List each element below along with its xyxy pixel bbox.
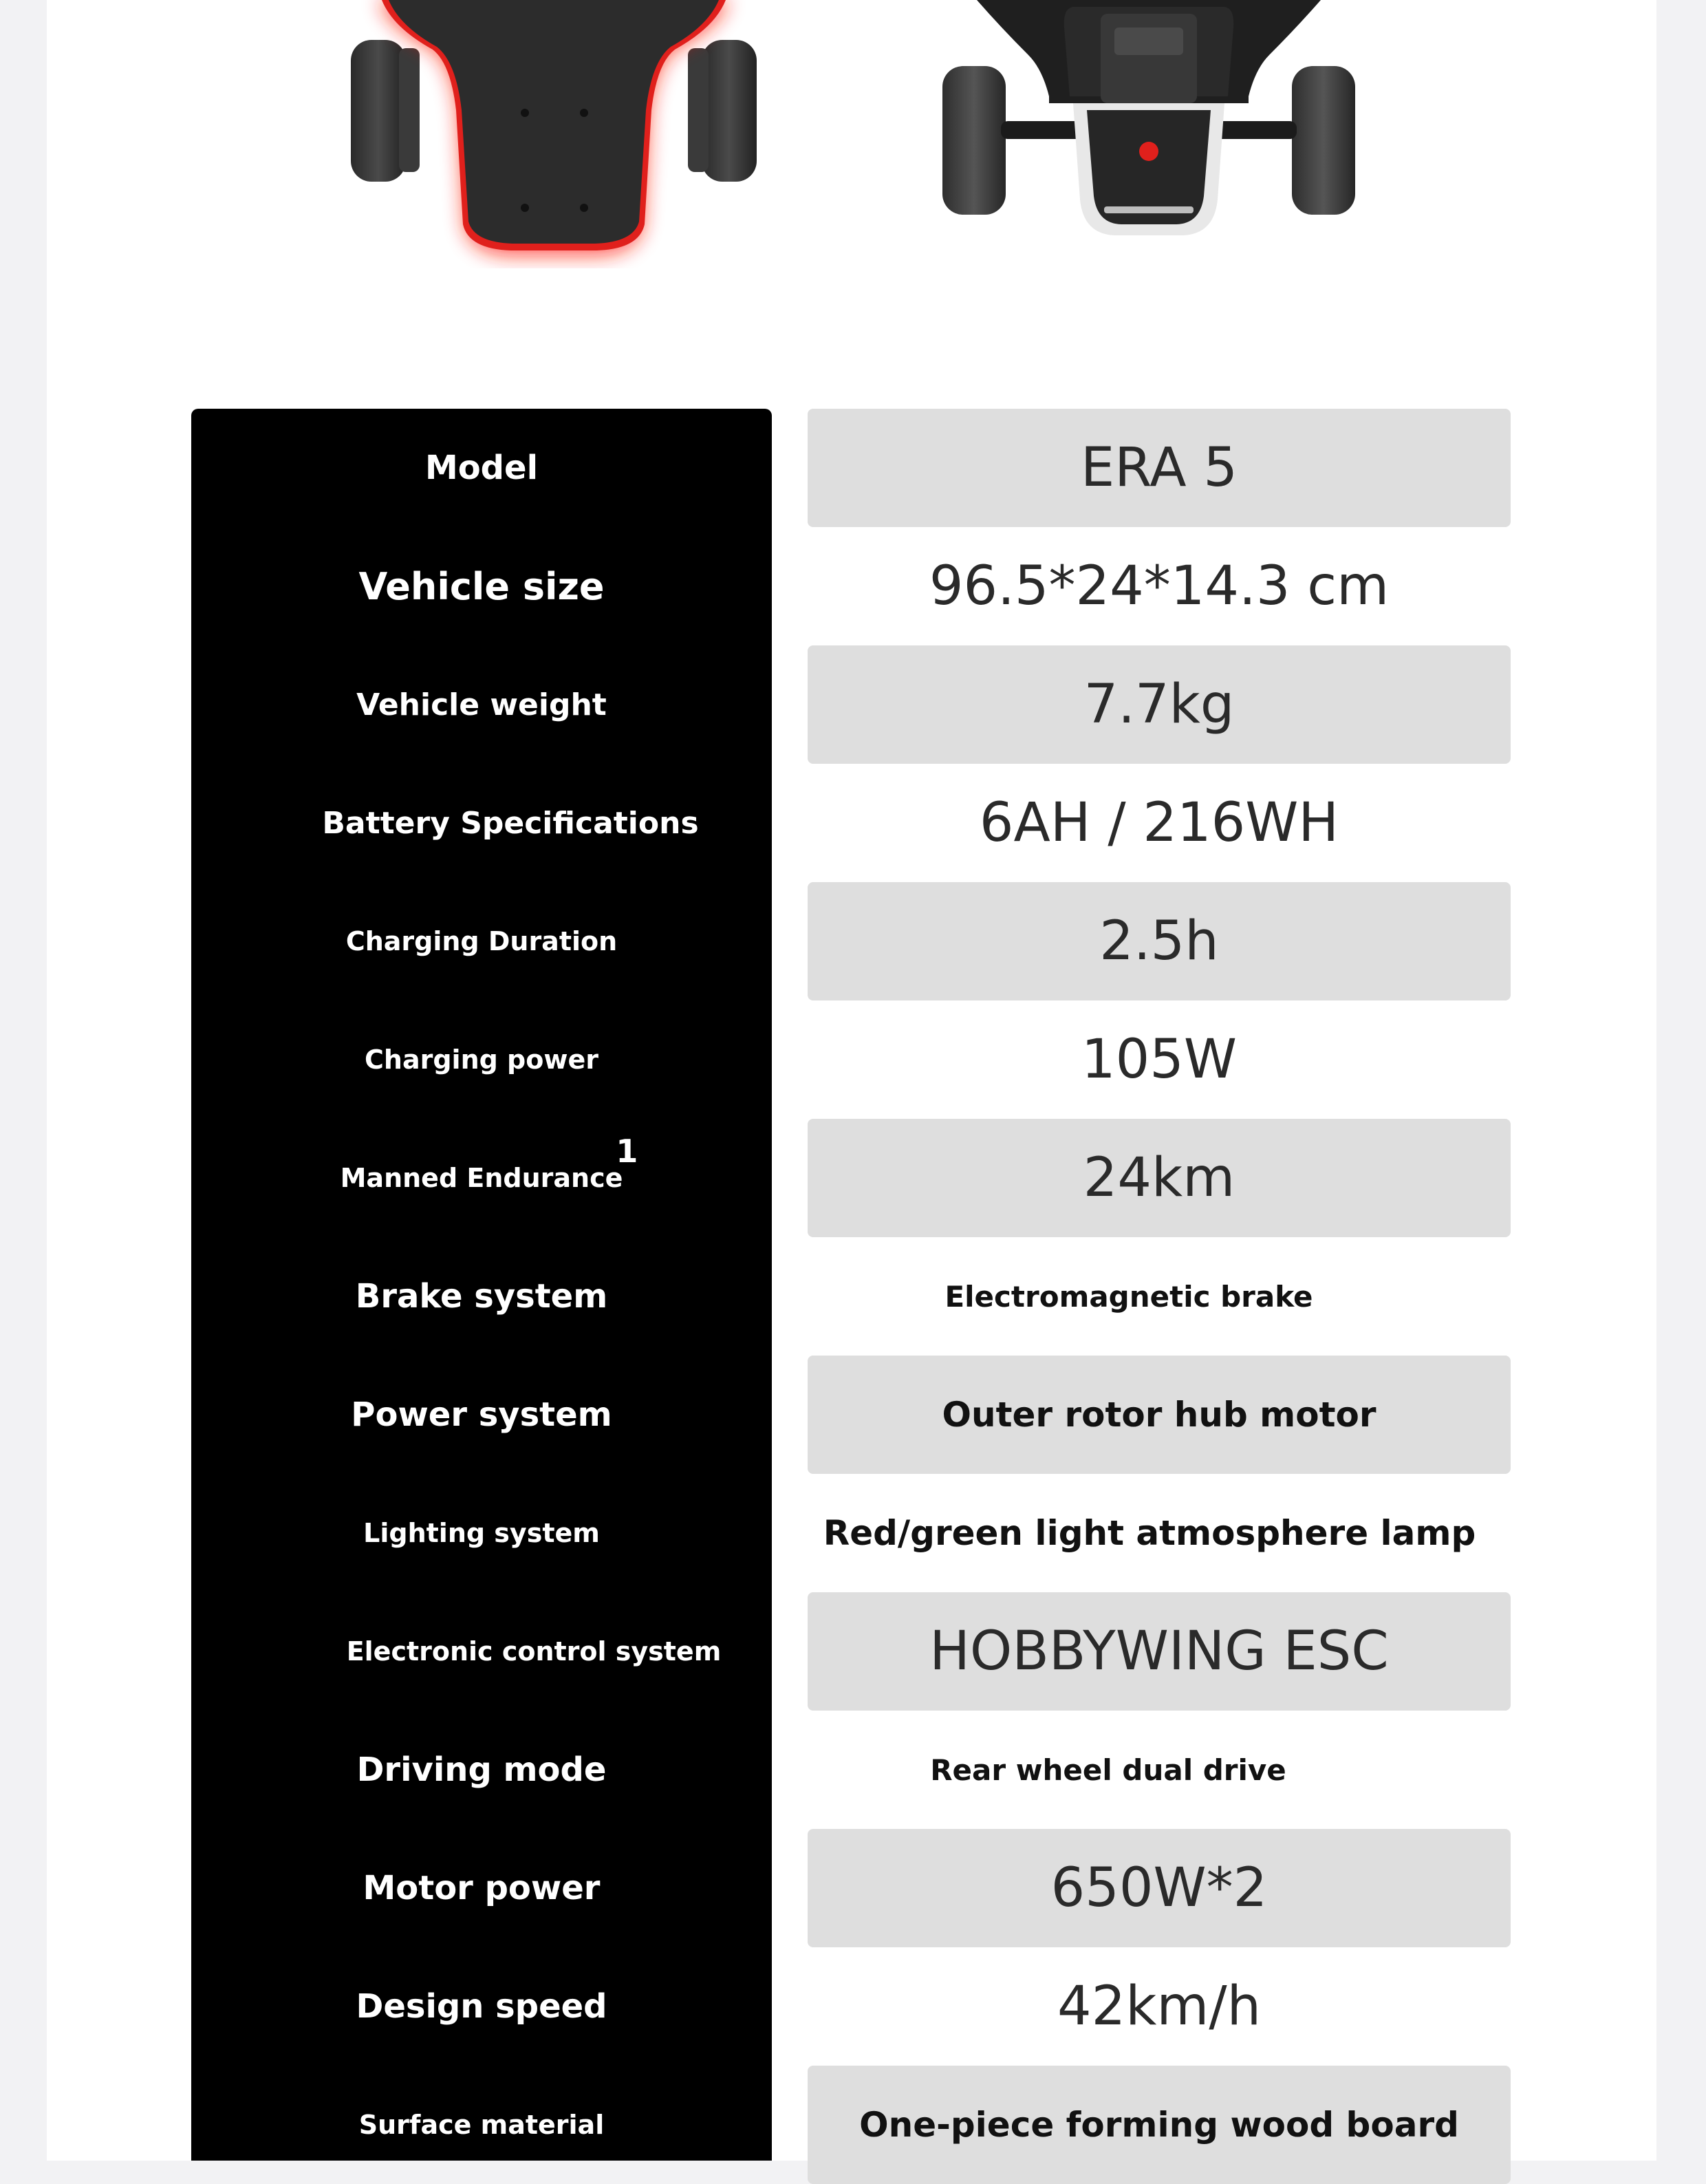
- spec-row-power-system: [0, 1356, 1706, 1474]
- spec-label: Vehicle size: [358, 564, 605, 608]
- skateboard-bottom-view-image: [939, 0, 1359, 248]
- spec-label: Motor power: [363, 1869, 601, 1907]
- spec-value: Electromagnetic brake: [944, 1279, 1313, 1314]
- spec-value: One-piece forming wood board: [808, 2066, 1511, 2184]
- spec-label: Model: [424, 449, 539, 487]
- spec-label: [191, 1119, 772, 1237]
- spec-row-manned-endurance: [0, 1119, 1706, 1237]
- spec-value: 6AH / 216WH: [979, 792, 1339, 854]
- spec-label: Design speed: [356, 1987, 607, 2026]
- spec-row-lighting-system: [0, 1474, 1706, 1592]
- spec-row-surface-material: [0, 2066, 1706, 2184]
- spec-row-vehicle-size: [0, 527, 1706, 645]
- endurance-label-text: Manned Endurance 1: [340, 1133, 638, 1193]
- spec-row-motor-power: [0, 1829, 1706, 1947]
- spec-row-driving-mode: [0, 1711, 1706, 1829]
- spec-row-model: [0, 409, 1706, 527]
- spec-label: Battery Specifications: [322, 805, 699, 841]
- spec-row-vehicle-weight: [0, 645, 1706, 764]
- spec-row-battery-specifications: [0, 764, 1706, 882]
- spec-label: Driving mode: [356, 1751, 607, 1789]
- spec-value: 650W*2: [808, 1829, 1511, 1947]
- spec-row-electronic-control-system: [0, 1592, 1706, 1711]
- spec-label: Electronic control system: [346, 1636, 722, 1667]
- spec-label: Surface material: [358, 2110, 605, 2140]
- spec-value: Outer rotor hub motor: [808, 1356, 1511, 1474]
- spec-label: Power system: [351, 1395, 612, 1434]
- footnote-marker: 1: [616, 1133, 638, 1170]
- spec-value: 7.7kg: [808, 645, 1511, 764]
- spec-label: Vehicle weight: [356, 687, 607, 722]
- spec-label: Lighting system: [363, 1518, 600, 1548]
- spec-label: Brake system: [355, 1277, 608, 1316]
- spec-value: Red/green light atmosphere lamp: [823, 1513, 1476, 1553]
- spec-value: 2.5h: [808, 882, 1511, 1000]
- spec-row-charging-power: [0, 1000, 1706, 1119]
- spec-value: ERA 5: [808, 409, 1511, 527]
- spec-label: Charging Duration: [345, 926, 618, 956]
- spec-value: 24km: [808, 1119, 1511, 1237]
- spec-value: 42km/h: [1057, 1976, 1262, 2037]
- spec-row-brake-system: [0, 1237, 1706, 1356]
- spec-value: 105W: [1081, 1029, 1237, 1091]
- skateboard-top-view-image: [347, 0, 760, 268]
- spec-value: Rear wheel dual drive: [930, 1753, 1286, 1787]
- spec-label: Charging power: [365, 1045, 598, 1075]
- spec-value: 96.5*24*14.3 cm: [929, 555, 1390, 617]
- spec-row-design-speed: [0, 1947, 1706, 2066]
- spec-value: HOBBYWING ESC: [808, 1592, 1511, 1711]
- spec-row-charging-duration: [0, 882, 1706, 1000]
